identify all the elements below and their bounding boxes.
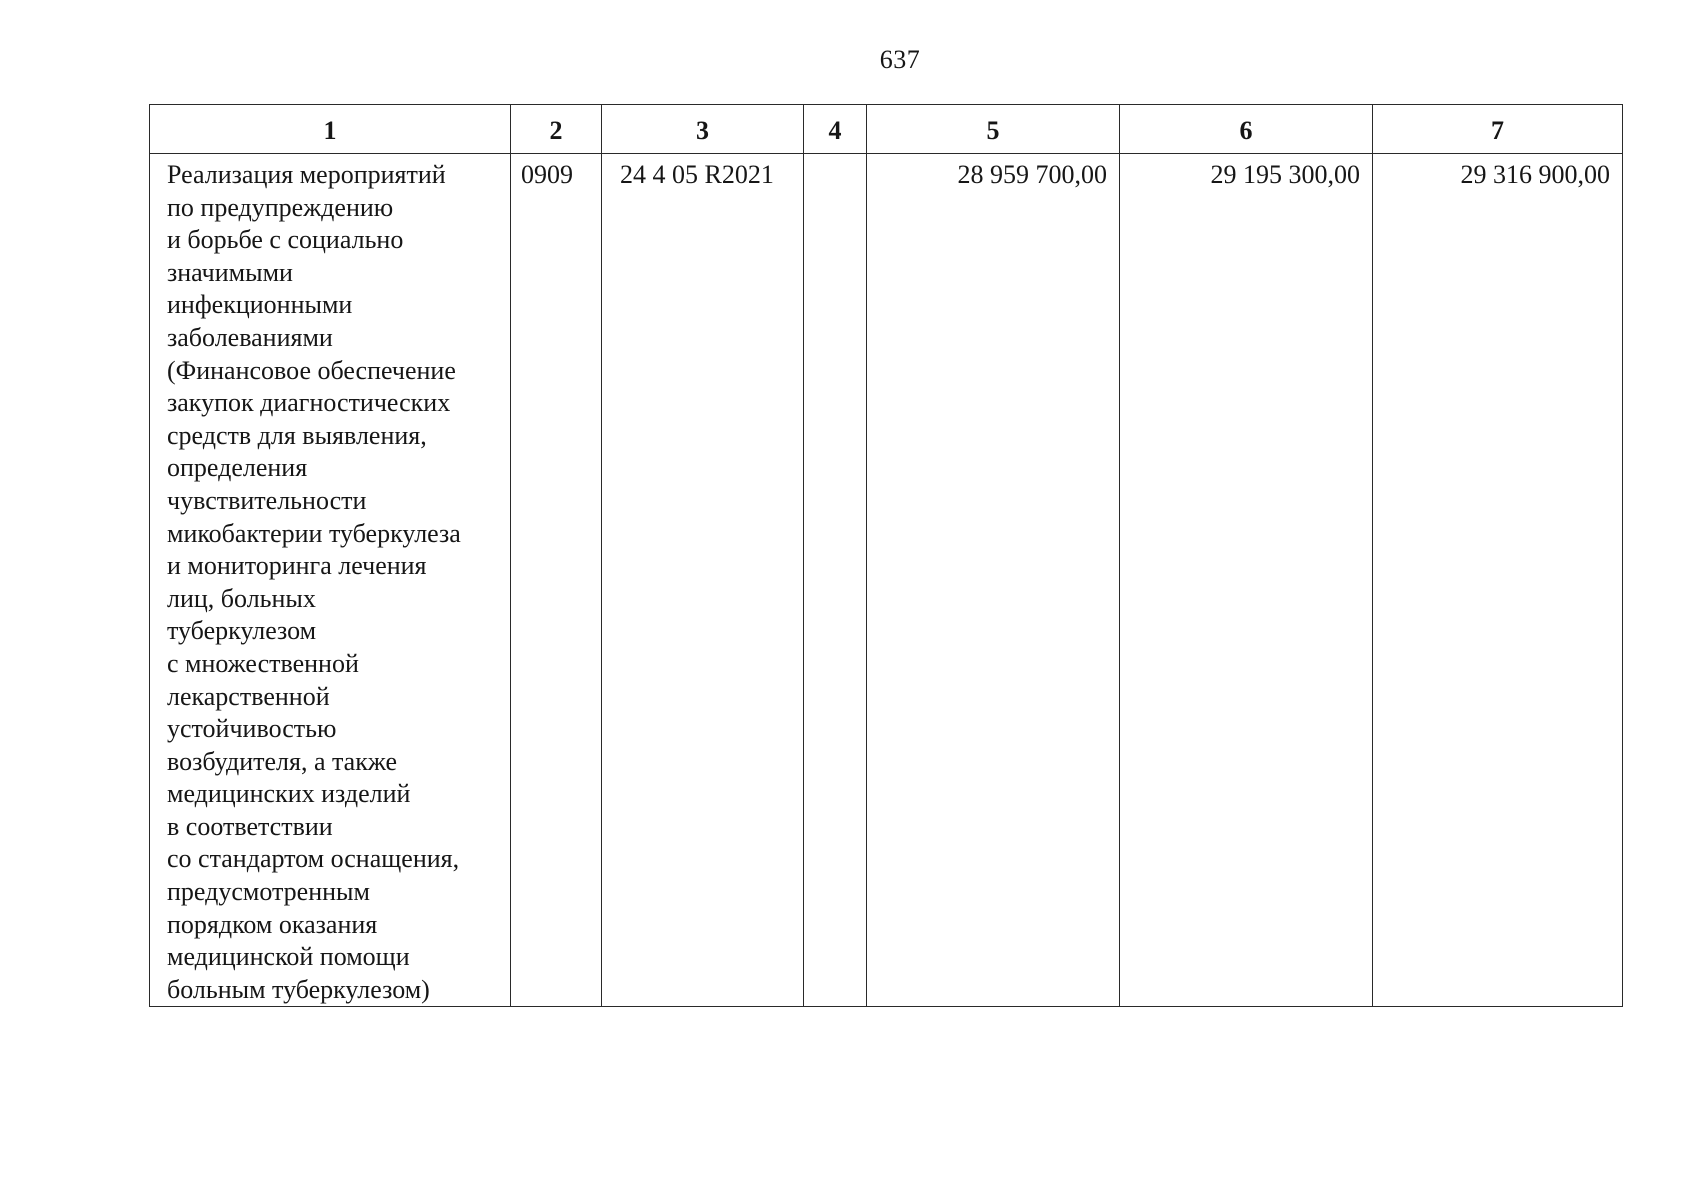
page-number: 637 — [879, 45, 921, 74]
header-row — [150, 105, 1623, 154]
column-header-2: 2 — [511, 105, 602, 154]
expense-type-cell — [804, 154, 867, 1007]
column-header-1: 1 — [150, 105, 511, 154]
column-header-5: 5 — [867, 105, 1120, 154]
section-code-cell: 0909 — [511, 154, 602, 1007]
amount-year3-cell: 29 316 900,00 — [1373, 154, 1623, 1007]
column-header-3: 3 — [602, 105, 804, 154]
amount-year2-cell: 29 195 300,00 — [1120, 154, 1373, 1007]
row-name-cell: Реализация мероприятий по предупреждению и борьбе с социально значимыми инфекционными заболеваниями (Финансовое обеспечение закупок диагностических средств для выявления, определения чувствительности микобактерии туберкулеза и мониторинга лечения лиц, больных туберкулезом с множественной лекарственной устойчивостью возбудителя, а также медицинских изделий в соответствии со стандартом оснащения, предусмотренным порядком оказания медицинской помощи больным туберкулезом) — [150, 154, 511, 1007]
table-row — [150, 154, 1623, 1007]
target-item-cell: 24 4 05 R2021 — [602, 154, 804, 1007]
budget-table — [149, 104, 1623, 1007]
column-header-6: 6 — [1120, 105, 1373, 154]
column-header-4: 4 — [804, 105, 867, 154]
column-header-7: 7 — [1373, 105, 1623, 154]
amount-year1-cell: 28 959 700,00 — [867, 154, 1120, 1007]
